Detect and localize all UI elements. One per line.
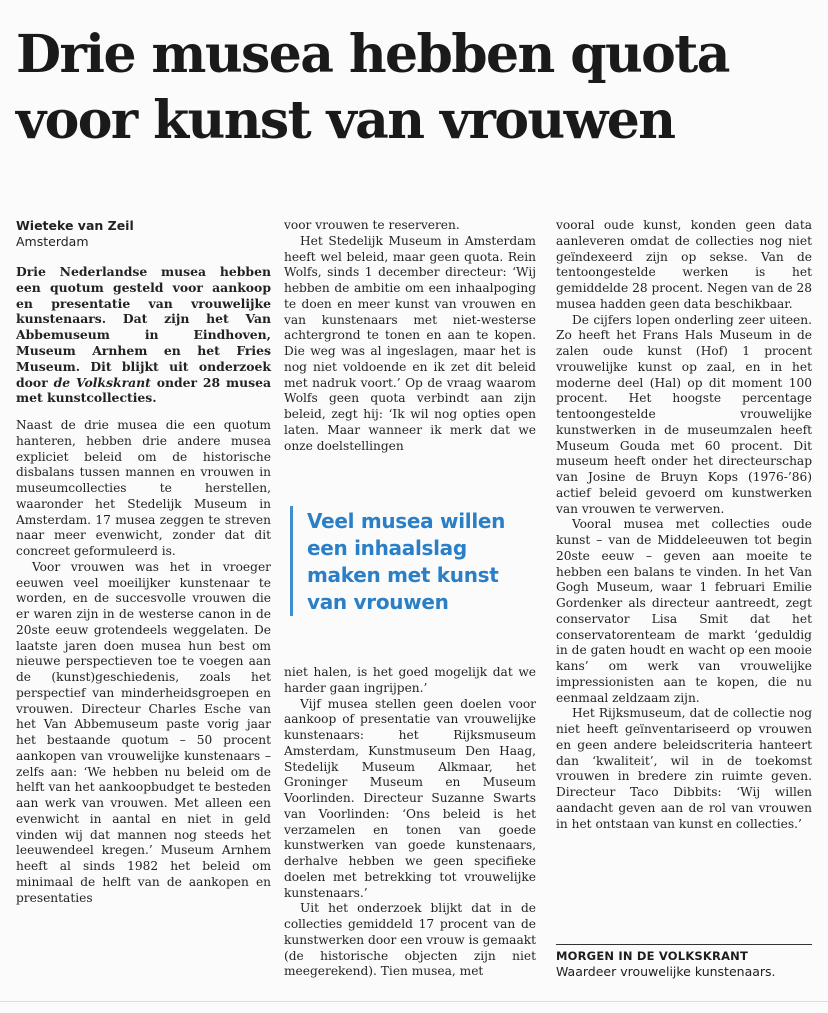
col2-paragraph-5: Uit het onderzoek blijkt dat in de collecties gemiddeld 17 procent van de kunstwerken door een vrouw is gemaakt (de historische objecten zijn niet meegerekend). Tien musea, met bbox=[284, 901, 536, 979]
col2-paragraph-1: voor vrouwen te reserveren. bbox=[284, 218, 460, 232]
col2-paragraph-4: Vijf musea stellen geen doelen voor aankoop of presentatie van vrouwelijke kunstenaars: het Rijksmuseum Amsterdam, Kunstmuseum Den Haag, Stedelijk Museum Alkmaar, het Groninger Museum en Museum Voorlinden. Directeur Suzanne Swarts van Voorlinden: ‘Ons beleid is het verzamelen en tonen van goede kunstwerken van goede kunstenaars, derhalve hebben we geen specifieke doelen met betrekking tot vrouwelijke kunstenaars.’ bbox=[284, 696, 536, 900]
teaser-title: MORGEN IN DE VOLKSKRANT bbox=[556, 949, 749, 963]
lead-part-2: onder 28 musea met kunstcollecties. bbox=[16, 374, 271, 406]
teaser-text: Waardeer vrouwelijke kunstenaars. bbox=[556, 964, 776, 979]
pull-quote bbox=[290, 506, 549, 616]
lead-part-1: Drie Nederlandse musea hebben een quotum gesteld voor aankoop en presentatie van vrouwelijke kunstenaars. Dat zijn het Van Abbemuseum in Eindhoven, Museum Arnhem en het Fries Museum. Dit blijkt uit onderzoek door bbox=[16, 264, 271, 390]
pull-quote-line-1: Veel musea willen bbox=[307, 509, 506, 533]
pull-quote-line-4: van vrouwen bbox=[307, 590, 449, 614]
pull-quote-line-3: maken met kunst bbox=[307, 563, 499, 587]
col3-paragraph-3: Vooral musea met collecties oude kunst – van de Middeleeuwen tot begin 20ste eeuw – geven aan moeite te hebben een balans te vinden. In het Van Gogh Museum, waar 1 februari Emilie Gordenker als directeur aantreedt, zegt conservator Lisa Smit dat het conservatorenteam de markt ‘geduldig in de gaten houdt en wacht op een mooie kans’ om werk van vrouwelijke impressionisten aan te kopen, die nu eenmaal zeldzaam zijn. bbox=[556, 517, 812, 705]
headline-line-2: voor kunst van vrouwen bbox=[16, 90, 675, 151]
article-column-3 bbox=[556, 218, 812, 832]
col1-paragraph-1: Naast de drie musea die een quotum hanteren, hebben drie andere musea expliciet beleid om de historische disbalans tussen mannen en vrouwen in museumcollecties te herstellen, waaronder het Stedelijk Museum in Amsterdam. 17 musea zeggen te streven naar meer evenwicht, zonder dat dit concreet geformuleerd is. bbox=[16, 418, 271, 559]
article-lead bbox=[16, 264, 271, 406]
article-column-2 bbox=[284, 218, 536, 454]
byline-place: Amsterdam bbox=[16, 234, 89, 249]
col1-paragraph-2: Voor vrouwen was het in vroeger eeuwen veel moeilijker kunstenaar te worden, en de succesvolle vrouwen die er waren zijn in de westerse canon in de 20ste eeuw grotendeels weggelaten. De laatste jaren doen musea hun best om nieuwe perspectieven toe te voegen aan de (kunst)geschiedenis, zoals het perspectief van minderheidsgroepen en vrouwen. Directeur Charles Esche van het Van Abbemuseum paste vorig jaar het bestaande quotum – 50 procent aankopen van vrouwelijke kunstenaars – zelfs aan: ‘We hebben nu beleid om de helft van het aankoopbudget te besteden aan werk van vrouwen. Met alleen een evenwicht in aantal en niet in geld vinden wij dat mannen nog steeds het leeuwendeel kregen.’ Museum Arnhem heeft al sinds 1982 het beleid om minimaal de helft van de aankopen en presentaties bbox=[16, 559, 271, 905]
col3-paragraph-4: Het Rijksmuseum, dat de collectie nog niet heeft geïnventariseerd op vrouwen en geen andere beleidscriteria hanteert dan ‘kwaliteit’, wil in de toekomst vrouwen in bredere zin ruimte geven. Directeur Taco Dibbits: ‘Wij willen aandacht geven aan de rol van vrouwen in het ontstaan van kunst en collecties.’ bbox=[556, 706, 812, 831]
page-bottom-divider bbox=[0, 1001, 828, 1002]
article-column-1 bbox=[16, 218, 271, 906]
col3-paragraph-2: De cijfers lopen onderling zeer uiteen. Zo heeft het Frans Hals Museum in de zalen oude kunst (Hof) 1 procent vrouwelijke kunst op zaal, en in het moderne deel (Hal) op dit moment 100 procent. Het hoogste percentage tentoongestelde vrouwelijke kunstwerken in de museumzalen heeft Museum Gouda met 60 procent. Dit museum heeft onder het directeurschap van Josine de Bruyn Kops (1976-’86) actief beleid gevoerd om kunstwerken van vrouwen te verwerven. bbox=[556, 312, 812, 516]
headline-line-1: Drie musea hebben quota bbox=[16, 24, 729, 85]
headline bbox=[16, 22, 816, 154]
col3-paragraph-1: vooral oude kunst, konden geen data aanleveren omdat de collecties nog niet geïndexeerd zijn op sekse. Van de tentoongestelde werken is het gemiddelde 28 procent. Negen van de 28 musea hadden geen data beschikbaar. bbox=[556, 218, 812, 311]
lead-newspaper-name: de Volkskrant bbox=[53, 374, 151, 390]
byline-author: Wieteke van Zeil bbox=[16, 218, 134, 233]
col2-paragraph-3: niet halen, is het goed mogelijk dat we harder gaan ingrijpen.’ bbox=[284, 665, 536, 695]
teaser-box bbox=[556, 944, 812, 980]
article-column-2-continued bbox=[284, 665, 536, 980]
pull-quote-line-2: een inhaalslag bbox=[307, 536, 467, 560]
col2-paragraph-2: Het Stedelijk Museum in Amsterdam heeft wel beleid, maar geen quota. Rein Wolfs, sinds 1 december directeur: ‘Wij hebben de ambitie om een inhaalpoging te doen en meer kunst van vrouwen en van kunstenaars met niet-westerse achtergrond te tonen en aan te kopen. Die weg was al ingeslagen, maar het is nog niet voldoende en ik zet dit beleid met nadruk voort.’ Op de vraag waarom Wolfs geen quota verbindt aan zijn beleid, zegt hij: ‘Ik wil nog opties open laten. Maar wanneer ik merk dat we onze doelstellingen bbox=[284, 233, 536, 453]
